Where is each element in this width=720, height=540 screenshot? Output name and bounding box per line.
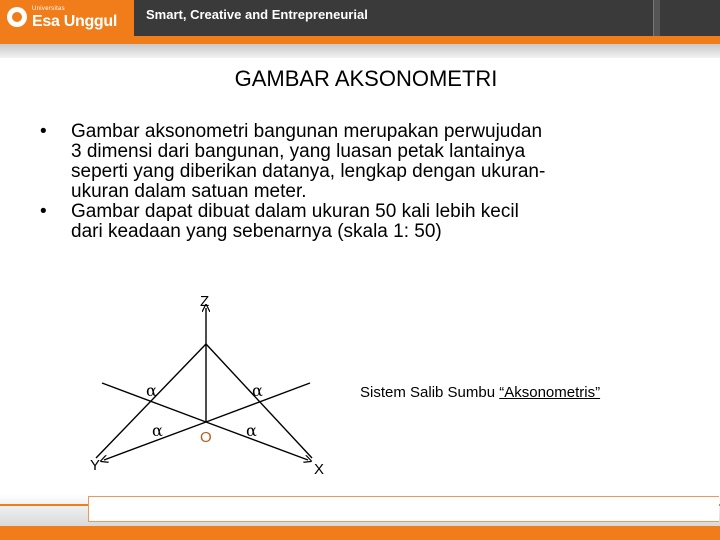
- bullet-item: [40, 122, 680, 202]
- axonometric-axis-diagram: [72, 286, 342, 482]
- apex-line-left: [96, 344, 206, 458]
- bullet-line: dari keadaan yang sebenarnya (skala 1: 50): [71, 221, 442, 242]
- slide-title: GAMBAR AKSONOMETRI: [234, 66, 498, 91]
- y-axis-label: Y: [90, 457, 101, 474]
- z-axis-label: Z: [200, 293, 210, 310]
- bullet-list: [40, 122, 680, 242]
- angle-label: α: [246, 421, 257, 440]
- x-axis-line: [206, 422, 308, 460]
- logo-emblem-icon: [7, 7, 27, 27]
- bullet-marker: •: [40, 201, 47, 222]
- origin-label: O: [200, 429, 212, 446]
- slide-footer: [0, 494, 720, 540]
- bullet-marker: •: [40, 121, 47, 142]
- axis-diagram-svg: [72, 286, 342, 482]
- caption-text: Sistem Salib Sumbu: [360, 384, 500, 401]
- bullet-line: ukuran dalam satuan meter.: [71, 181, 307, 202]
- footer-panel: [88, 496, 719, 522]
- angle-label: α: [152, 421, 163, 440]
- bullet-line: 3 dimensi dari bangunan, yang luasan petak lantainya: [71, 141, 526, 162]
- bullet-item: [40, 202, 680, 242]
- footer-bar: [0, 526, 720, 540]
- header-tagline-band: [134, 0, 720, 36]
- angle-label: α: [146, 381, 157, 400]
- bullet-line: Gambar aksonometri bangunan merupakan perwujudan: [71, 121, 543, 142]
- header-accent-line: [0, 36, 720, 44]
- bullet-line: Gambar dapat dibuat dalam ukuran 50 kali lebih kecil: [71, 201, 519, 222]
- logo-subtitle: Universitas: [32, 6, 65, 12]
- header-shadow-band: [0, 44, 720, 58]
- apex-line-right: [206, 344, 312, 458]
- header-tagline: Smart, Creative and Entrepreneurial: [146, 7, 368, 22]
- diagram-caption: [360, 384, 600, 401]
- x-axis-label: X: [314, 461, 325, 478]
- university-logo: [0, 0, 135, 36]
- bullet-line: seperti yang diberikan datanya, lengkap dengan ukuran-: [71, 161, 546, 182]
- angle-label: α: [252, 381, 263, 400]
- slide-header: [0, 0, 720, 44]
- logo-brand-name: Esa Unggul: [32, 13, 118, 30]
- caption-emphasis: “Aksonometris”: [499, 384, 601, 401]
- header-divider: [653, 0, 660, 36]
